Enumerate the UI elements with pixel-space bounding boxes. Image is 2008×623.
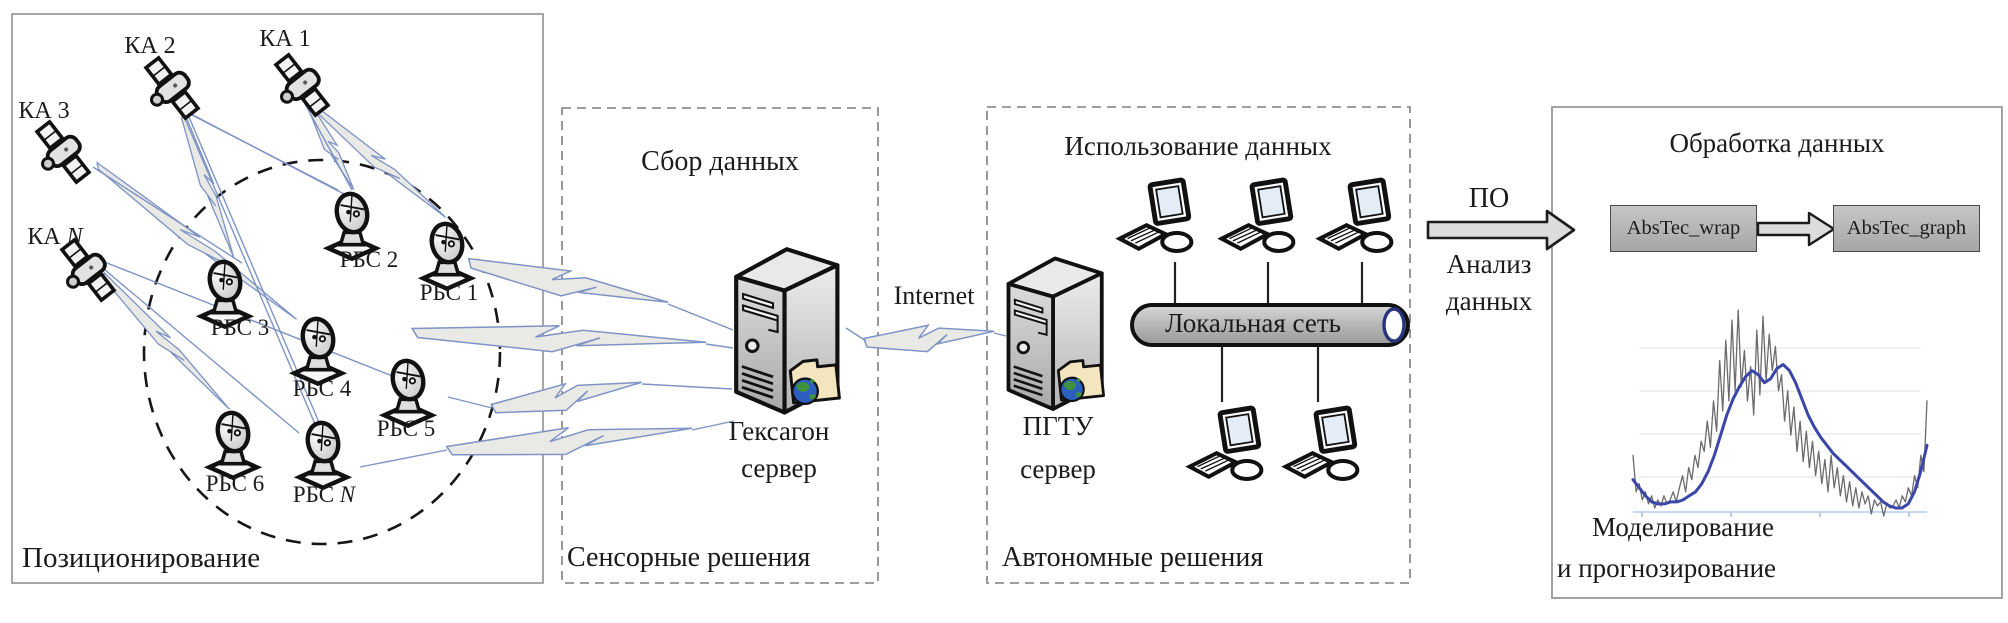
software-arrow (1428, 211, 1574, 249)
signal-line (448, 397, 492, 408)
processing-caption-1: Моделирование (1592, 512, 1774, 542)
signal-bolt (864, 325, 994, 351)
computer-icon (1320, 180, 1392, 251)
station-icon-rbs6 (209, 410, 257, 478)
panel-collection-caption: Сенсорные решения (567, 542, 811, 573)
hexagon-server-label-2: сервер (741, 453, 817, 483)
panel-processing-title: Обработка данных (1669, 128, 1885, 158)
panel-collection-title: Сбор данных (641, 146, 799, 177)
signal-line (846, 328, 866, 341)
signal-line (668, 304, 733, 330)
panel-usage-title: Использование данных (1064, 131, 1332, 161)
computer-icon (1190, 408, 1262, 479)
lan-label: Локальная сеть (1165, 308, 1341, 338)
signal-line (105, 270, 299, 433)
signal-line (642, 384, 732, 389)
analysis-label-1: Анализ (1446, 249, 1532, 279)
satellite-label-ka2: КА 2 (124, 33, 176, 59)
station-label-rbs6: РБС 6 (205, 471, 265, 496)
signal-bolt (491, 382, 641, 412)
signal-bolt (469, 259, 669, 303)
station-icon-rbs1 (423, 221, 471, 289)
pgtu-server-label-1: ПГТУ (1022, 411, 1094, 441)
hexagon-server-icon (736, 249, 839, 412)
chart-noisy-series (1633, 310, 1927, 516)
station-label-rbs4: РБС 4 (292, 376, 352, 401)
tec-chart (1633, 310, 1927, 517)
satellite-icon-ka3 (24, 116, 97, 193)
pgtu-server-label-2: сервер (1020, 454, 1096, 484)
station-label-rbs1: РБС 1 (419, 280, 479, 305)
station-icon-rbsn (299, 420, 347, 488)
analysis-label-2: данных (1445, 286, 1533, 316)
pgtu-server-icon (1008, 258, 1103, 409)
module-arrow (1758, 213, 1834, 245)
processing-caption-2: и прогнозирование (1557, 553, 1777, 583)
computer-icon (1286, 408, 1358, 479)
signal-line (994, 333, 1006, 336)
station-label-rbsn: РБС N (292, 482, 356, 507)
panel-usage-caption: Автономные решения (1002, 542, 1264, 573)
signal-bolt (104, 273, 230, 410)
internet-label: Internet (893, 281, 975, 310)
signal-bolt (412, 326, 706, 352)
hexagon-server-label-1: Гексагон (728, 416, 830, 446)
satellite-label-ka3: КА 3 (18, 98, 70, 124)
station-label-rbs5: РБС 5 (376, 416, 436, 441)
panel-positioning-caption: Позиционирование (22, 542, 261, 574)
abstec-wrap-module: AbsTec_wrap (1610, 205, 1757, 252)
abstec-graph-module: AbsTec_graph (1833, 205, 1980, 252)
satellite-label-ka1: КА 1 (259, 26, 311, 52)
computer-icon (1120, 180, 1192, 251)
computer-icon (1222, 180, 1294, 251)
station-label-rbs3: РБС 3 (210, 315, 270, 340)
satellite-label-kan: КА N (27, 224, 83, 250)
station-icon-rbs4 (294, 316, 342, 384)
signal-line (360, 450, 447, 467)
signal-line (706, 344, 733, 348)
software-label: ПО (1468, 183, 1510, 214)
station-label-rbs2: РБС 2 (339, 247, 399, 272)
